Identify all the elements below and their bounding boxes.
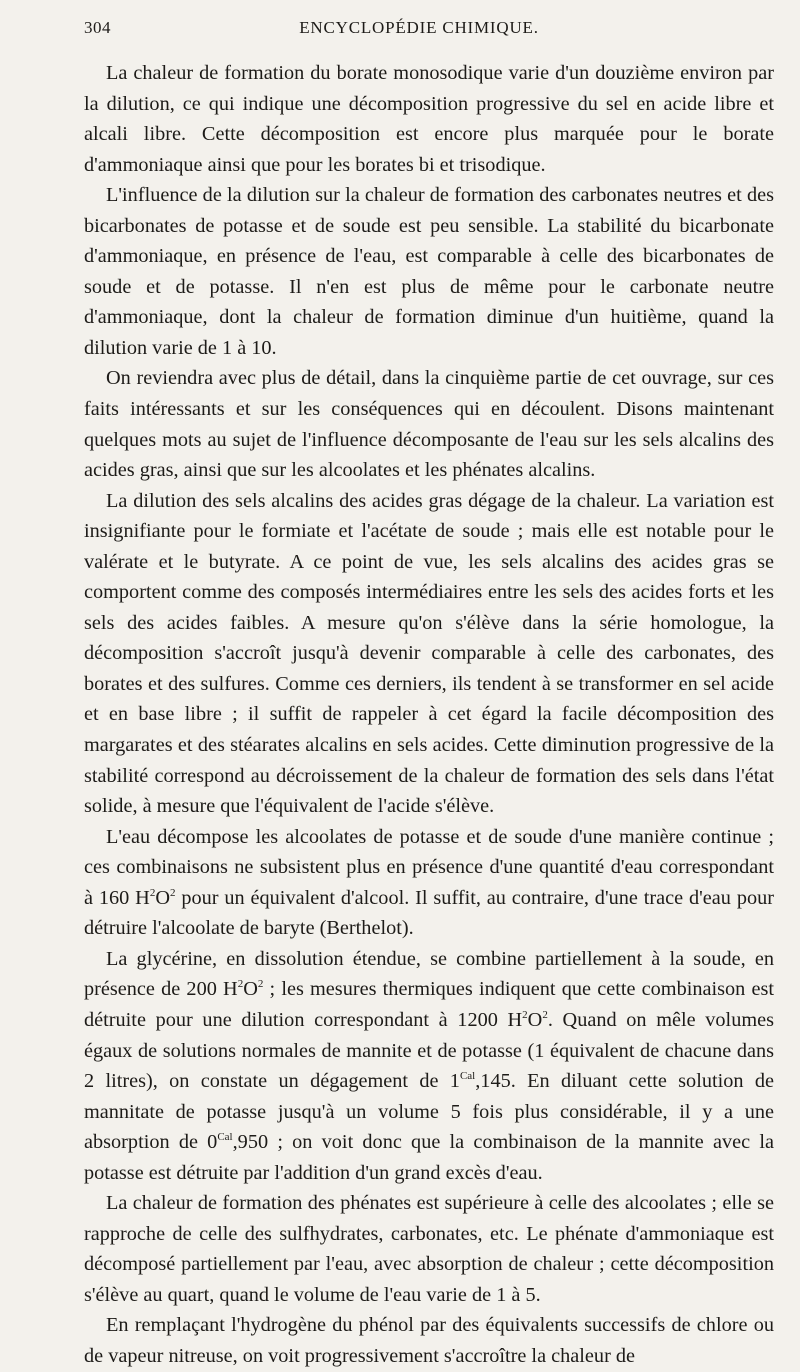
- paragraph-phenol-substitution: En remplaçant l'hydrogène du phénol par des équivalents successifs de chlore ou de vapeur nitreuse, on voit progressivement s'accroître la chaleur de: [84, 1314, 774, 1367]
- paragraph-phenates: La chaleur de formation des phénates est supérieure à celle des alcoolates ; elle se rapproche de celle des sulfhydrates, carbonates, etc. Le phénate d'ammoniaque est décomposé partiellement par l'eau, avec absorption de chaleur ; cette décomposition s'élève au quart, quand le volume de l'eau varie de 1 à 5.: [84, 1192, 774, 1306]
- page-body: [84, 58, 774, 1372]
- paragraph-fatty-acids-intro: On reviendra avec plus de détail, dans la cinquième partie de cet ouvrage, sur ces faits intéressants et sur les conséquences qui en découlent. Disons maintenant quelques mots au sujet de l'influence décomposante de l'eau sur les sels alcalins des acides gras, ainsi que sur les alcoolates et les phénates alcalins.: [84, 367, 774, 482]
- page-number: 304: [84, 18, 111, 37]
- paragraph-borates: La chaleur de formation du borate monosodique varie d'un douzième environ par la dilution, ce qui indique une décomposition progressive du sel en acide libre et alcali libre. Cette décomposition est encore plus marquée pour le borate d'ammoniaque ainsi que pour les borates bi et trisodique.: [84, 62, 774, 176]
- running-header: [84, 18, 774, 44]
- paragraph-carbonates: L'influence de la dilution sur la chaleur de formation des carbonates neutres et des bicarbonates de potasse et de soude est peu sensible. La stabilité du bicarbonate d'ammoniaque, en présence de l'eau, est comparable à celle des bicarbonates de soude et de potasse. Il n'en est plus de même pour le carbonate neutre d'ammoniaque, dont la chaleur de formation diminue d'un huitième, quand la dilution varie de 1 à 10.: [84, 184, 774, 359]
- running-title: ENCYCLOPÉDIE CHIMIQUE.: [299, 18, 539, 37]
- paragraph-glycerine: La glycérine, en dissolution étendue, se combine partiellement à la soude, en présence de 200 $H^2O^2$ ; les mesures thermiques indiquent que cette combinaison est détruite pour une dilution correspondant à 1200 $H^2O^2$. Quand on mêle volumes égaux de solutions normales de mannite et de potasse (1 équivalent de chacune dans 2 litres), on constate un dégagement de $1^{Cal},145$. En diluant cette solution de mannitate de potasse jusqu'à un volume 5 fois plus considérable, il y a une absorption de $0^{Cal},950$ ; on voit donc que la combinaison de la mannite avec la potasse est détruite par l'addition d'un grand excès d'eau.: [84, 947, 775, 1184]
- paragraph-alcoholates: L'eau décompose les alcoolates de potasse et de soude d'une manière continue ; ces combinaisons ne subsistent plus en présence d'une quantité d'eau correspondant à 160 $H^2O^2$ pour un équivalent d'alcool. Il suffit, au contraire, d'une trace d'eau pour détruire l'alcoolate de baryte (Berthelot).: [84, 825, 774, 940]
- paragraph-fatty-acid-salts: La dilution des sels alcalins des acides gras dégage de la chaleur. La variation est insignifiante pour le formiate et l'acétate de soude ; mais elle est notable pour le valérate et le butyrate. A ce point de vue, les sels alcalins des acides gras se comportent comme des composés intermédiaires entre les sels des acides forts et les sels des acides faibles. A mesure qu'on s'élève dans la série homologue, la décomposition s'accroît jusqu'à devenir comparable à celle des carbonates, des borates et des sulfures. Comme ces derniers, ils tendent à se transformer en sel acide et en base libre ; il suffit de rappeler à cet égard la facile décomposition des margarates et des stéarates alcalins en sels acides. Cette diminution progressive de la stabilité correspond au décroissement de la chaleur de formation des sels dans l'état solide, à mesure que l'équivalent de l'acide s'élève.: [84, 489, 774, 818]
